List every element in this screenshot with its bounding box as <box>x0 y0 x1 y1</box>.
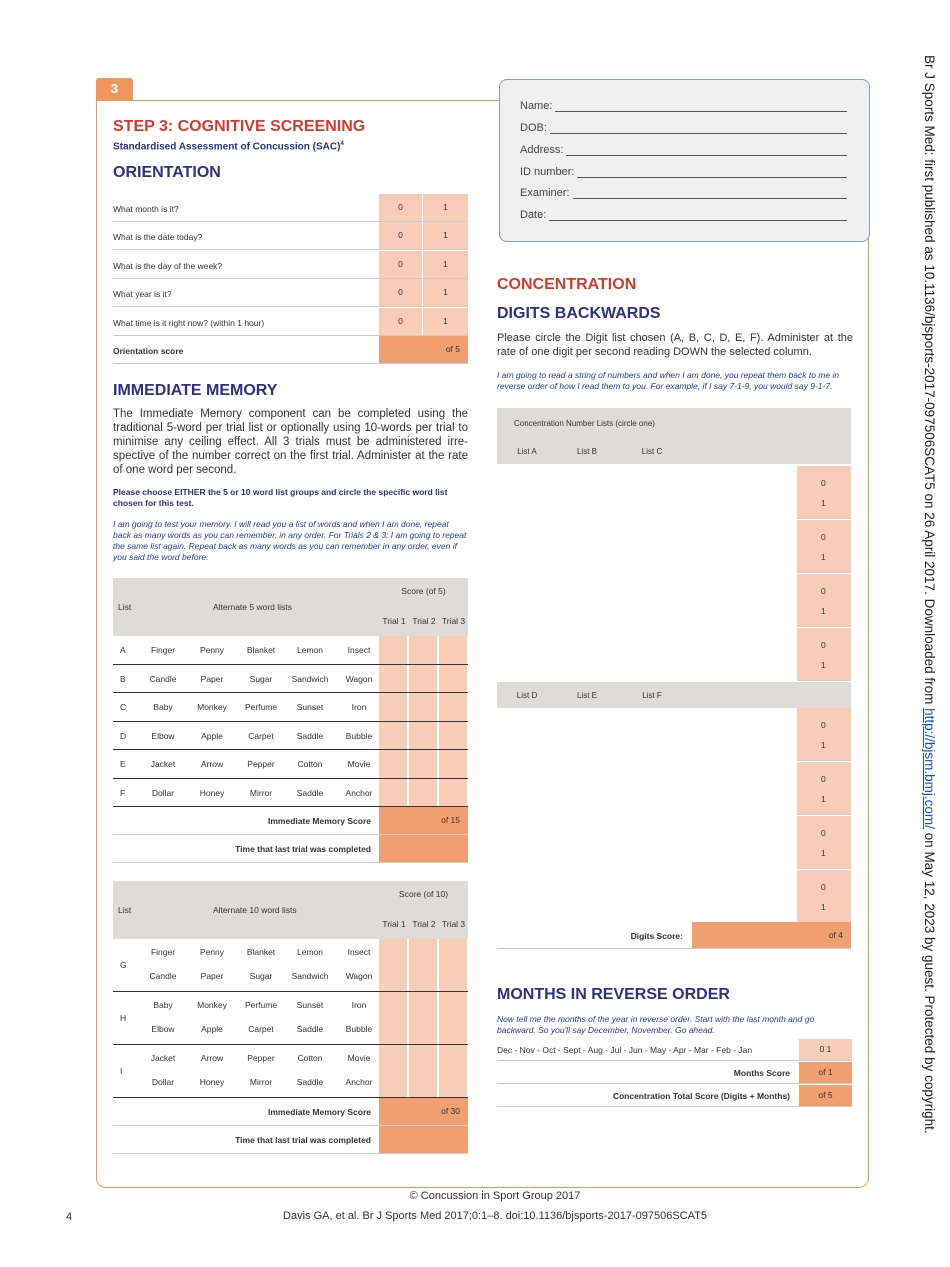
orientation-score-row <box>113 336 468 364</box>
word: Finger <box>150 947 176 957</box>
word: Blanket <box>246 645 276 655</box>
word: Monkey <box>197 1000 227 1010</box>
word-list-row[interactable] <box>113 722 468 751</box>
trial-1-score-cell[interactable] <box>379 693 408 721</box>
bjsm-link[interactable]: http://bjsm.bmj.com/ <box>922 708 937 829</box>
word: Carpet <box>248 1024 274 1034</box>
pair-score-1: 1 <box>821 740 826 750</box>
trial-1-label: Trial 1 <box>382 919 406 929</box>
list-id: C <box>120 702 127 712</box>
word: Paper <box>200 673 224 684</box>
word: Movie <box>347 1053 371 1063</box>
concentration-total-label: Concentration Total Score (Digits + Months) <box>612 1091 790 1101</box>
word: Bubble <box>345 1024 373 1034</box>
word: Lemon <box>297 947 323 957</box>
trial-2-score-cell[interactable] <box>409 939 438 991</box>
trial-3-score-cell[interactable] <box>439 722 468 750</box>
immediate-memory-score-label: Immediate Memory Score <box>268 1107 371 1117</box>
orientation-row <box>113 251 468 279</box>
address-label: Address: <box>520 144 564 156</box>
word: Candle <box>149 971 177 981</box>
word: Elbow <box>151 1024 175 1034</box>
digits-score-label: Digits Score: <box>630 931 683 941</box>
vertical-citation: Br J Sports Med: first published as 10.1136/bjsports-2017-097506SCAT5 on 26 April 2017. Downloaded from http://bjsm.bmj.com/ on May 12, 2023 by guest. Protected by copyright. <box>922 55 937 1134</box>
orientation-choice-1[interactable]: 1 <box>423 251 468 278</box>
word: Cotton <box>297 759 323 769</box>
list-header: List F <box>642 691 662 700</box>
word-list-row[interactable] <box>113 992 468 1045</box>
digits-score-box[interactable]: of 4 <box>692 922 851 948</box>
word: Baby <box>153 702 173 712</box>
word: Honey <box>199 787 225 798</box>
step3-title: STEP 3: COGNITIVE SCREENING <box>113 118 366 135</box>
step-number-tab: 3 <box>96 78 133 100</box>
pair-score-cell[interactable] <box>797 628 851 681</box>
pair-score-cell[interactable] <box>797 520 851 573</box>
trial-3-label: Trial 3 <box>441 616 466 626</box>
months-sequence: Dec - Nov - Oct - Sept - Aug - Jul - Jun - May - Apr - Mar - Feb - Jan <box>497 1045 753 1055</box>
concentration-total-box[interactable]: of 5 <box>799 1085 852 1106</box>
trial-1-score-cell[interactable] <box>379 779 408 807</box>
word: Perfume <box>244 702 278 712</box>
word: Elbow <box>151 730 175 741</box>
word: Monkey <box>197 702 227 712</box>
word: Saddle <box>296 730 324 741</box>
date-field[interactable] <box>520 209 847 221</box>
digits-description: Please circle the Digit list chosen (A, B, C, D, E, F). Administer at the rate of one digit per second reading DOWN the selected column. <box>497 332 853 358</box>
immediate-memory-score-box[interactable]: of 30 <box>379 1098 468 1125</box>
trial-2-label: Trial 2 <box>412 616 436 626</box>
word: Mirror <box>249 1077 273 1087</box>
examiner-field[interactable] <box>520 187 847 199</box>
word: Sandwich <box>291 971 329 981</box>
word-list-row[interactable] <box>113 939 468 992</box>
word: Insect <box>347 645 371 655</box>
word: Penny <box>199 645 225 655</box>
word-list-row[interactable] <box>113 1045 468 1098</box>
trial-2-label: Trial 2 <box>412 919 436 929</box>
orientation-question: What is the date today? <box>113 232 203 242</box>
trial-2-score-cell[interactable] <box>409 1045 438 1097</box>
id-number-field[interactable] <box>520 166 847 178</box>
word: Baby <box>153 1000 173 1010</box>
word: Paper <box>200 971 224 981</box>
word: Blanket <box>246 947 276 957</box>
word: Sunset <box>296 1000 324 1010</box>
orientation-choice-0[interactable]: 0 <box>379 308 422 335</box>
last-trial-time-label: Time that last trial was completed <box>235 1135 371 1145</box>
trial-3-score-cell[interactable] <box>439 636 468 664</box>
trial-2-score-cell[interactable] <box>409 779 438 807</box>
immediate-memory-score-row <box>113 1098 468 1126</box>
orientation-choice-1[interactable]: 1 <box>423 308 468 335</box>
trial-2-score-cell[interactable] <box>409 722 438 750</box>
trial-2-score-cell[interactable] <box>409 693 438 721</box>
frame-top-border <box>96 100 500 101</box>
trial-1-score-cell[interactable] <box>379 665 408 693</box>
trial-3-label: Trial 3 <box>441 919 466 929</box>
word: Saddle <box>296 1024 324 1034</box>
word: Apple <box>201 730 223 741</box>
immediate-memory-score-row <box>113 807 468 835</box>
orientation-choice-0[interactable]: 0 <box>379 222 422 249</box>
trial-3-score-cell[interactable] <box>439 693 468 721</box>
word: Sugar <box>249 971 273 981</box>
word: Pepper <box>247 1053 275 1063</box>
pair-score-1: 1 <box>821 498 826 508</box>
footer-copyright: © Concussion in Sport Group 2017 <box>409 1190 581 1202</box>
word: Jacket <box>150 759 176 769</box>
word: Sunset <box>296 702 324 712</box>
word: Mirror <box>249 787 273 798</box>
dob-label: DOB: <box>520 122 547 134</box>
alternate-lists-label: Alternate 10 word lists <box>213 905 297 915</box>
word: Insect <box>347 947 371 957</box>
word: Dollar <box>151 787 175 798</box>
trial-2-score-cell[interactable] <box>409 750 438 778</box>
pair-score-cell[interactable] <box>797 708 851 761</box>
word: Iron <box>351 1000 367 1010</box>
word: Finger <box>150 645 176 655</box>
list-header: List C <box>641 447 663 456</box>
list-id: F <box>120 787 126 798</box>
orientation-row <box>113 308 468 336</box>
word-list-instruction: Please choose EITHER the 5 or 10 word list groups and circle the specific word list chosen for this test. <box>113 487 448 508</box>
immediate-memory-description: The Immediate Memory component can be completed using the traditional 5-word per trial list or optionally using 10-words per trial to minimise any ceiling effect. All 3 trials must be administered irre-spective of the number correct on the first trial. Administer at the rate of one word per second. <box>113 408 468 476</box>
word: Cotton <box>297 1053 323 1063</box>
orientation-score-label: Orientation score <box>113 346 184 356</box>
word: Perfume <box>244 1000 278 1010</box>
list-id: B <box>120 673 126 684</box>
months-script: Now tell me the months of the year in reverse order. Start with the last month and go backward. So you'll say December, November. Go ahead. <box>497 1014 815 1035</box>
name-field[interactable] <box>520 100 847 112</box>
list-id: I <box>120 1066 123 1076</box>
pair-score-1: 1 <box>821 848 826 858</box>
trial-1-score-cell[interactable] <box>379 992 408 1044</box>
pair-score-0: 0 <box>821 720 826 730</box>
score-label: Score (of 5) <box>401 586 446 596</box>
orientation-choice-0[interactable]: 0 <box>379 251 422 278</box>
immediate-memory-score-label: Immediate Memory Score <box>268 816 371 826</box>
digits-group2-header <box>497 682 851 708</box>
trial-1-score-cell[interactable] <box>379 636 408 664</box>
immediate-memory-heading: IMMEDIATE MEMORY <box>113 382 278 399</box>
word: Lemon <box>297 645 323 655</box>
digits-backwards-heading: DIGITS BACKWARDS <box>497 305 661 322</box>
trial-1-label: Trial 1 <box>382 616 406 626</box>
list-header: List D <box>516 691 538 700</box>
months-score-label: Months Score <box>733 1068 790 1078</box>
months-choice[interactable]: 0 1 <box>799 1039 852 1060</box>
orientation-choice-1[interactable]: 1 <box>423 279 468 306</box>
pair-score-0: 0 <box>821 882 826 892</box>
digits-table-title: Concentration Number Lists (circle one) <box>514 419 655 428</box>
months-sequence-row <box>497 1039 852 1061</box>
trial-3-score-cell[interactable] <box>439 779 468 807</box>
word: Anchor <box>345 1077 373 1087</box>
word: Sugar <box>249 673 273 684</box>
word: Apple <box>201 1024 223 1034</box>
word: Iron <box>351 702 367 712</box>
concentration-heading: CONCENTRATION <box>497 276 637 293</box>
score-label: Score (of 10) <box>398 889 449 899</box>
pair-score-1: 1 <box>821 552 826 562</box>
pair-score-0: 0 <box>821 774 826 784</box>
word: Arrow <box>200 1053 224 1063</box>
orientation-choice-1[interactable]: 1 <box>423 222 468 249</box>
orientation-heading: ORIENTATION <box>113 164 221 181</box>
date-label: Date: <box>520 209 547 221</box>
trial-3-score-cell[interactable] <box>439 992 468 1044</box>
pair-score-0: 0 <box>821 532 826 542</box>
word-list-row[interactable] <box>113 693 468 722</box>
pair-score-cell[interactable] <box>797 466 851 519</box>
list-id: D <box>120 730 127 741</box>
word: Anchor <box>345 787 373 798</box>
list-header: List A <box>517 447 537 456</box>
last-trial-time-row <box>113 835 468 863</box>
trial-3-score-cell[interactable] <box>439 750 468 778</box>
word: Bubble <box>345 730 373 741</box>
name-label: Name: <box>520 100 553 112</box>
digits-score-row <box>497 922 851 949</box>
pair-score-0: 0 <box>821 828 826 838</box>
trial-1-score-cell[interactable] <box>379 939 408 991</box>
digits-script: I am going to read a string of numbers and when I am done, you repeat them back to me in reverse order of how I read them to you. For example, if I say 7-1-9, you would say 9-1-7. <box>497 370 840 391</box>
word-table-header <box>113 881 468 939</box>
pair-score-cell[interactable] <box>797 816 851 869</box>
pair-score-0: 0 <box>821 478 826 488</box>
trial-1-score-cell[interactable] <box>379 1045 408 1097</box>
orientation-choice-1[interactable]: 1 <box>423 194 468 221</box>
trial-1-score-cell[interactable] <box>379 750 408 778</box>
word: Penny <box>199 947 225 957</box>
word: Carpet <box>248 730 274 741</box>
pair-score-0: 0 <box>821 640 826 650</box>
alternate-lists-label: Alternate 5 word lists <box>213 602 292 612</box>
trial-2-score-cell[interactable] <box>409 665 438 693</box>
step3-subtitle: Standardised Assessment of Concussion (SAC)$^4$ <box>113 141 344 153</box>
word: Saddle <box>296 787 324 798</box>
patient-id-box <box>499 79 870 242</box>
months-score-row <box>497 1062 852 1084</box>
last-trial-time-box[interactable] <box>379 835 468 862</box>
trial-2-score-cell[interactable] <box>409 992 438 1044</box>
list-column-label: List <box>118 602 132 612</box>
list-id: A <box>120 645 126 655</box>
word: Candle <box>149 673 177 684</box>
address-field[interactable] <box>520 144 847 156</box>
word: Jacket <box>150 1053 176 1063</box>
word: Wagon <box>345 673 373 684</box>
word: Saddle <box>296 1077 324 1087</box>
pair-score-1: 1 <box>821 606 826 616</box>
pair-score-1: 1 <box>821 794 826 804</box>
pair-score-1: 1 <box>821 902 826 912</box>
orientation-row <box>113 194 468 222</box>
pair-score-cell[interactable] <box>797 574 851 627</box>
trial-2-score-cell[interactable] <box>409 636 438 664</box>
months-score-box[interactable]: of 1 <box>799 1062 852 1083</box>
orientation-choice-0[interactable]: 0 <box>379 279 422 306</box>
id-number-label: ID number: <box>520 166 575 178</box>
word-list-row[interactable] <box>113 665 468 694</box>
word: Wagon <box>345 971 373 981</box>
digits-group1-header <box>497 438 851 464</box>
trial-3-score-cell[interactable] <box>439 1045 468 1097</box>
word-list-row[interactable] <box>113 636 468 665</box>
last-trial-time-box[interactable] <box>379 1126 468 1153</box>
list-id: E <box>120 759 126 769</box>
word: Arrow <box>200 759 224 769</box>
pair-score-0: 0 <box>821 586 826 596</box>
last-trial-time-label: Time that last trial was completed <box>235 844 371 854</box>
word: Pepper <box>247 759 275 769</box>
list-column-label: List <box>118 905 132 915</box>
trial-3-score-cell[interactable] <box>439 939 468 991</box>
pair-score-1: 1 <box>821 660 826 670</box>
word-table-header <box>113 578 468 636</box>
pair-score-cell[interactable] <box>797 762 851 815</box>
trial-1-score-cell[interactable] <box>379 722 408 750</box>
orientation-row <box>113 279 468 307</box>
memory-script: I am going to test your memory. I will read you a list of words and when I am done, repeat back as many words as you can remember, in any order. For Trials 2 & 3: I am going to repeat the same list again. Repeat back as many words as you can remember in any order, even if you said the word before. <box>113 519 467 562</box>
word-list-row[interactable] <box>113 779 468 808</box>
word: Dollar <box>151 1077 175 1087</box>
concentration-total-row <box>497 1085 852 1107</box>
orientation-question: What year is it? <box>113 289 172 299</box>
list-header: List B <box>576 447 597 456</box>
orientation-question: What time is it right now? (within 1 hour) <box>113 318 265 328</box>
list-id: G <box>120 960 127 970</box>
orientation-question: What is the day of the week? <box>113 261 223 271</box>
immediate-memory-score-box[interactable]: of 15 <box>379 807 468 834</box>
word: Sandwich <box>291 673 329 684</box>
months-heading: MONTHS IN REVERSE ORDER <box>497 986 730 1003</box>
last-trial-time-row <box>113 1126 468 1154</box>
page-number: 4 <box>66 1211 73 1223</box>
orientation-score-box[interactable]: of 5 <box>379 336 468 363</box>
word-list-row[interactable] <box>113 750 468 779</box>
list-id: H <box>120 1013 127 1023</box>
list-header: List E <box>576 691 597 700</box>
digits-table-title-row <box>497 408 851 438</box>
word: Honey <box>199 1077 225 1087</box>
dob-field[interactable] <box>520 122 847 134</box>
trial-3-score-cell[interactable] <box>439 665 468 693</box>
examiner-label: Examiner: <box>520 187 570 199</box>
pair-score-cell[interactable] <box>797 870 851 923</box>
orientation-question: What month is it? <box>113 204 179 214</box>
orientation-row <box>113 222 468 250</box>
orientation-choice-0[interactable]: 0 <box>379 194 422 221</box>
footer-citation: Davis GA, et al. Br J Sports Med 2017;0:1–8. doi:10.1136/bjsports-2017-097506SCAT5 <box>283 1210 707 1222</box>
word: Movie <box>347 759 371 769</box>
